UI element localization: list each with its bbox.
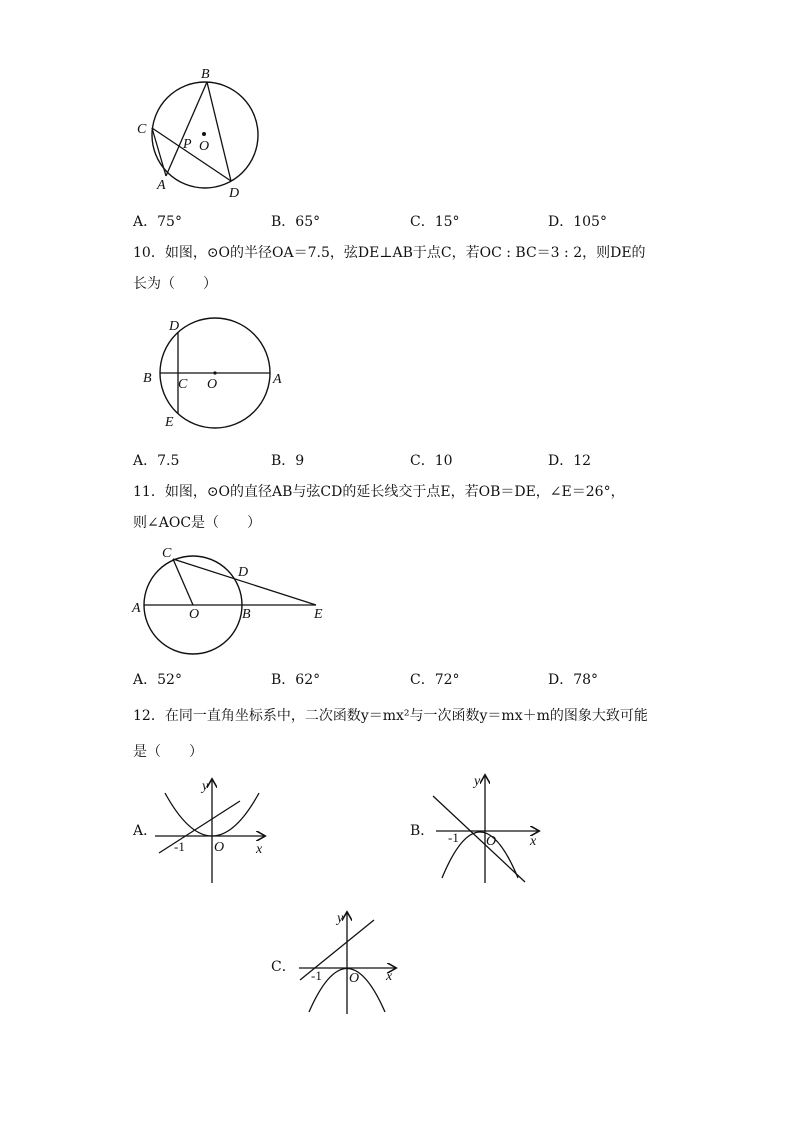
label-O: O: [199, 139, 210, 154]
radius-OC: [173, 559, 193, 605]
q10-circle-figure: [140, 312, 300, 437]
q12-graph-c: [292, 908, 412, 1018]
q12-option-b-letter: B．: [410, 823, 435, 839]
label-B: B: [201, 67, 210, 82]
label-O: O: [189, 607, 200, 622]
label-B: B: [143, 371, 152, 386]
q11-circle-figure: [128, 544, 338, 659]
segment-CD: [152, 128, 231, 181]
label-D: D: [169, 319, 180, 334]
q11-option-a: A．52°: [133, 672, 182, 688]
q9-circle-figure: [125, 60, 275, 205]
q11-option-b: B．62°: [271, 672, 321, 688]
q11-stem-line1: 11．如图，⊙O的直径AB与弦CD的延长线交于点E，若OB＝DE，∠E＝26°，: [133, 484, 625, 500]
label-x: x: [386, 969, 393, 984]
q10-option-a: A．7.5: [133, 453, 180, 469]
label-y: y: [474, 774, 481, 789]
q9-option-a: A．75°: [133, 214, 182, 230]
label-neg1: -1: [174, 839, 185, 854]
label-C: C: [178, 377, 188, 392]
label-D: D: [238, 565, 249, 580]
label-O: O: [207, 377, 218, 392]
label-C: C: [137, 122, 147, 137]
q12-stem-line1: 12．在同一直角坐标系中，二次函数y＝mx²与一次函数y＝mx＋m的图象大致可能: [133, 708, 648, 724]
q12-option-c-letter: C．: [271, 959, 296, 975]
q10-stem-line1: 10．如图，⊙O的半径OA＝7.5，弦DE⊥AB于点C，若OC : BC＝3 : 2，则DE的: [133, 245, 646, 261]
label-A: A: [132, 601, 141, 616]
label-C: C: [162, 546, 172, 561]
segment-BD: [207, 82, 231, 181]
q10-option-b: B．9: [271, 453, 305, 469]
line-positive-slope: [159, 801, 240, 853]
label-D: D: [229, 186, 240, 201]
label-P: P: [183, 137, 192, 152]
label-x: x: [530, 834, 537, 849]
label-A: A: [157, 178, 166, 193]
label-y: y: [337, 911, 344, 926]
label-A: A: [273, 372, 282, 387]
q9-option-c: C．15°: [410, 214, 460, 230]
q9-option-b: B．65°: [271, 214, 321, 230]
q11-option-d: D．78°: [548, 672, 599, 688]
q12-option-a-letter: A．: [133, 823, 158, 839]
label-neg1: -1: [448, 830, 459, 845]
label-y: y: [202, 779, 209, 794]
q11-stem-line2: 则∠AOC是（ ）: [133, 515, 262, 531]
q12-stem-line2: 是（ ）: [133, 744, 203, 760]
label-O: O: [349, 971, 360, 986]
label-x: x: [256, 842, 263, 857]
label-E: E: [165, 415, 174, 430]
label-neg1: -1: [311, 968, 322, 983]
label-O: O: [214, 840, 225, 855]
line-negative-slope: [433, 796, 525, 882]
segment-BA: [166, 82, 210, 176]
label-O: O: [486, 834, 497, 849]
label-B: B: [242, 607, 251, 622]
q10-option-d: D．12: [548, 453, 592, 469]
q11-option-c: C．72°: [410, 672, 460, 688]
center-dot: [202, 132, 206, 136]
q12-graph-b: [428, 770, 558, 888]
q10-stem-line2: 长为（ ）: [133, 276, 217, 292]
q12-graph-a: [150, 775, 275, 887]
center-dot: [213, 371, 216, 374]
label-E: E: [314, 607, 323, 622]
q9-option-d: D．105°: [548, 214, 607, 230]
q10-option-c: C．10: [410, 453, 453, 469]
